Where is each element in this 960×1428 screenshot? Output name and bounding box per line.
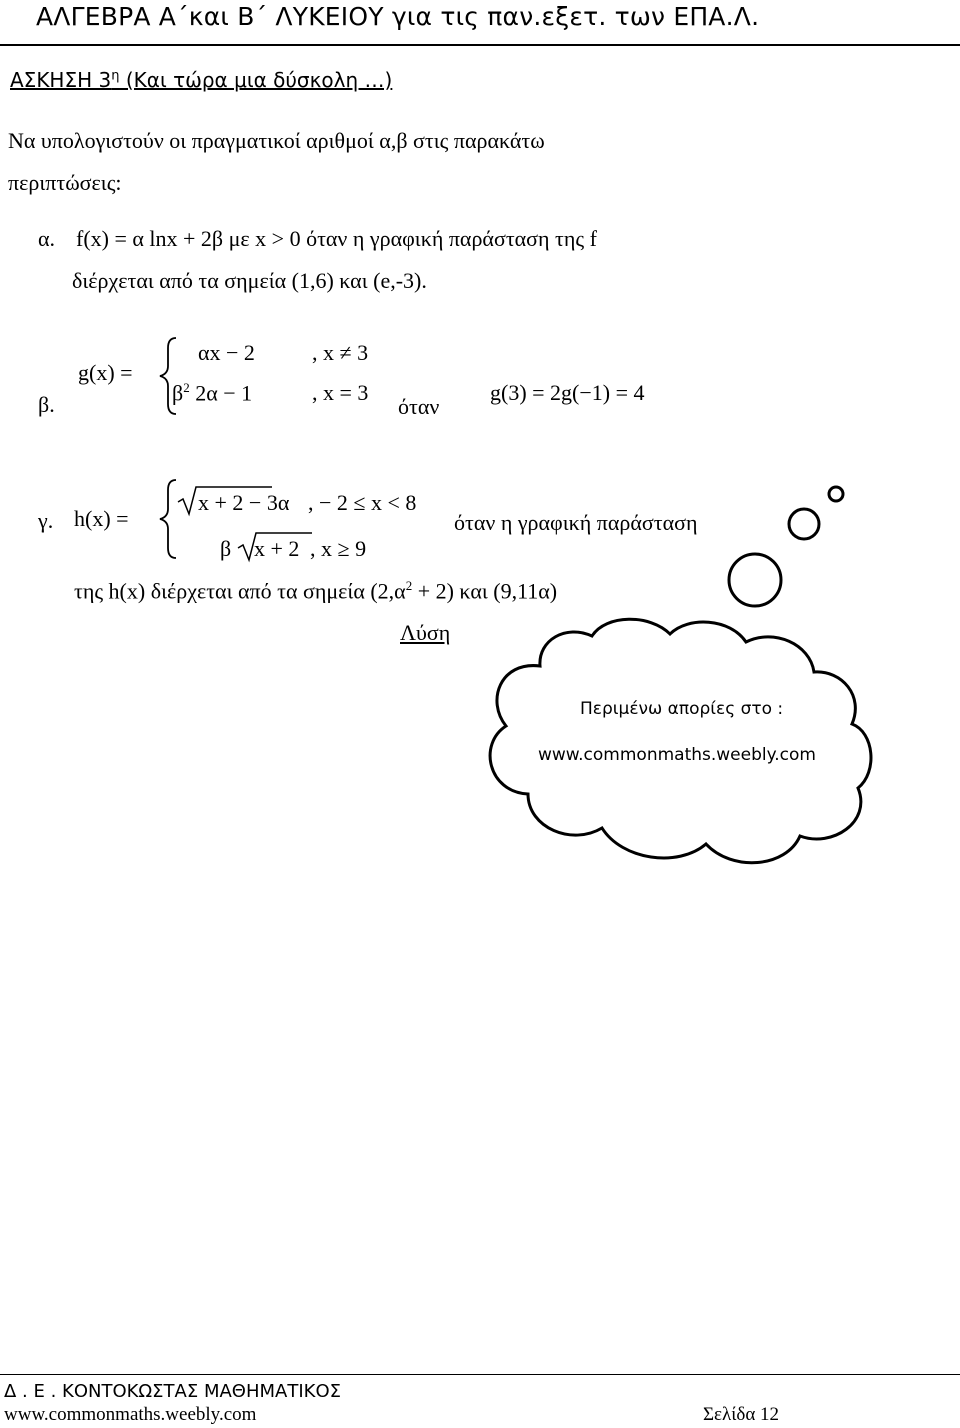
footer-page-number: Σελίδα 12 [703, 1404, 780, 1425]
intro-line-1: Να υπολογιστούν οι πραγματικοί αριθμοί α,β στις παρακάτω [8, 128, 545, 153]
exercise-title-prefix: ΑΣΚΗΣΗ 3 [10, 68, 112, 92]
part-c-line-2-post: + 2) και (9,11α) [412, 578, 558, 604]
part-c-line-2-sup: 2 [405, 578, 413, 593]
part-c-function: h(x) = [74, 506, 129, 531]
footer-author: Δ . Ε . ΚΟΝΤΟΚΩΣΤΑΣ ΜΑΘΗΜΑΤΙΚΟΣ [4, 1381, 341, 1402]
cloud-bubble-medium [789, 509, 819, 539]
part-c-case-2-cond: , x ≥ 9 [310, 536, 367, 561]
cloud-text-line-2: www.commonmaths.weebly.com [538, 745, 816, 765]
part-b-condition: g(3) = 2g(−1) = 4 [490, 380, 645, 405]
part-c-case-2-expr: x + 2 [254, 536, 300, 561]
exercise-title [10, 68, 392, 92]
part-c-case-1-cond: , − 2 ≤ x < 8 [308, 490, 417, 515]
part-b-case-2-cond: , x = 3 [312, 380, 369, 405]
part-a-label: α. [38, 226, 56, 251]
part-c-label: γ. [38, 508, 54, 533]
cloud-bubble-small [829, 487, 843, 501]
part-b-case-2-expr [172, 380, 252, 406]
part-b-case-2-sup: 2 [183, 380, 190, 395]
exercise-title-sup: η [111, 68, 120, 84]
footer-divider [0, 1374, 960, 1375]
part-b-case-2-rest: 2α − 1 [189, 380, 253, 406]
footer-website: www.commonmaths.weebly.com [4, 1404, 257, 1425]
cloud-body [490, 619, 871, 862]
part-c-case-1-expr: x + 2 − 3α [198, 490, 290, 515]
part-c-case-2-pre: β [220, 536, 232, 561]
part-b-case-1-cond: , x ≠ 3 [312, 340, 369, 365]
exercise-title-suffix: (Και τώρα μια δύσκολη …) [119, 68, 393, 92]
part-a-formula: f(x) = α lnx + 2β με x > 0 όταν η γραφική παράσταση της f [76, 226, 597, 251]
header-divider [0, 44, 960, 46]
thought-cloud [480, 476, 880, 906]
solution-heading: Λύση [400, 620, 451, 645]
part-b-function: g(x) = [78, 360, 133, 385]
cloud-text-line-1: Περιμένω απορίες στο : [580, 699, 784, 719]
page-header-title: ΑΛΓΕΒΡΑ Α΄και Β΄ ΛΥΚΕΙΟΥ για τις παν.εξετ. των ΕΠΑ.Λ. [36, 2, 760, 31]
part-a-line-2: διέρχεται από τα σημεία (1,6) και (e,-3). [72, 268, 427, 293]
part-b-label: β. [38, 392, 55, 417]
cloud-bubble-large [729, 554, 781, 606]
part-b-when: όταν [398, 394, 440, 419]
intro-line-2: περιπτώσεις: [8, 170, 122, 195]
part-b-case-2-base: β [172, 380, 184, 406]
part-b-case-1-expr: αx − 2 [198, 340, 255, 365]
part-c-when-text: όταν η γραφική παράσταση [454, 510, 698, 535]
part-c-line-2-pre: της h(x) διέρχεται από τα σημεία (2,α [74, 578, 406, 604]
